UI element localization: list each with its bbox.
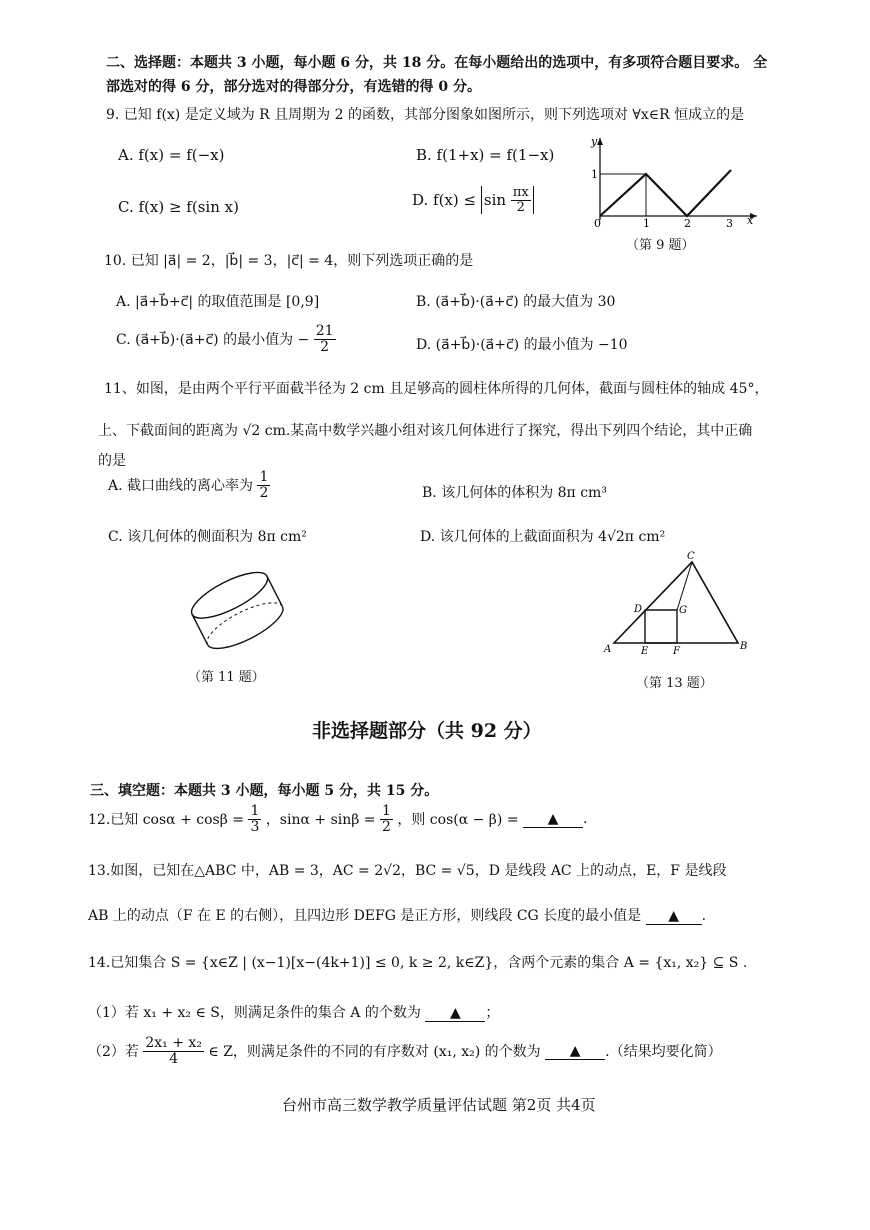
graph-one-y: 1 (591, 168, 598, 181)
q12-answer-blank[interactable]: ▲ (523, 811, 583, 828)
graph-tick-3: 3 (726, 217, 733, 230)
q9-option-a: A. f(x) = f(−x) (118, 146, 225, 164)
q14-part1: （1）若 x₁ + x₂ ∈ S，则满足条件的集合 A 的个数为 ▲ ； (88, 1005, 500, 1021)
section3-heading: 三、填空题：本题共 3 小题，每小题 5 分，共 15 分。 (90, 783, 439, 799)
svg-text:G: G (679, 605, 687, 616)
q14-part2: （2）若 $\frac{\text{2x₁ + x₂}}{4}$ ∈ Z，则满足条件的不同的有序数对 (x₁, x₂) 的个数为 ▲ .（结果均要化简） (88, 1035, 722, 1067)
q11-figure-caption: （第 11 题） (188, 670, 265, 685)
graph-tick-1: 1 (643, 217, 650, 230)
svg-text:E: E (641, 646, 649, 657)
svg-text:F: F (673, 646, 680, 657)
svg-text:B: B (740, 641, 748, 652)
q11-stem-line2: 上、下截面间的距离为 √2 cm.某高中数学兴趣小组对该几何体进行了探究，得出下列四个结论，其中正确 (98, 423, 753, 439)
q10-stem: 10. 已知 |a⃗| = 2，|b⃗| = 3，|c⃗| = 4，则下列选项正确的是 (104, 253, 474, 269)
q10-option-d: D. (a⃗+b⃗)·(a⃗+c⃗) 的最小值为 −10 (416, 337, 628, 353)
page-footer: 台州市高三数学教学质量评估试题 第2页 共4页 (282, 1096, 596, 1114)
q11-option-c: C. 该几何体的侧面积为 8π cm² (108, 529, 307, 545)
q10-option-b: B. (a⃗+b⃗)·(a⃗+c⃗) 的最大值为 30 (416, 294, 616, 310)
graph-origin: 0 (594, 217, 601, 230)
q12: 12.已知 cosα + cosβ = $\frac{1}{3}$ ，sinα + sinβ = $\frac{1}{2}$ ，则 cos(α − β) = ▲ . (88, 803, 588, 835)
graph-tick-2: 2 (684, 217, 691, 230)
svg-text:A: A (604, 644, 612, 655)
svg-text:D: D (634, 604, 643, 615)
q13-triangle-figure (600, 548, 760, 660)
q11-option-d: D. 该几何体的上截面面积为 4√2π cm² (420, 529, 666, 545)
q11-stem-line1: 11、如图，是由两个平行平面截半径为 2 cm 且足够高的圆柱体所得的几何体，截面与圆柱体的轴成 45°， (104, 381, 769, 397)
q13-figure-caption: （第 13 题） (636, 676, 713, 691)
q9-function-graph (575, 128, 765, 230)
q9-stem: 9. 已知 f(x) 是定义域为 R 且周期为 2 的函数，其部分图象如图所示，则下列选项对 ∀x∈R 恒成立的是 (106, 107, 745, 123)
q13-line1: 13.如图，已知在△ABC 中，AB = 3，AC = 2√2，BC = √5，D 是线段 AC 上的动点，E，F 是线段 (88, 863, 727, 879)
q11-stem-line3: 的是 (98, 453, 126, 469)
part2-title: 非选择题部分（共 92 分） (312, 720, 542, 742)
section2-heading-line1: 二、选择题：本题共 3 小题，每小题 6 分，共 18 分。在每小题给出的选项中，有多项符合题目要求。 全 (106, 55, 768, 71)
q9-option-c: C. f(x) ≥ f(sin x) (118, 198, 239, 216)
q14-stem: 14.已知集合 S = {x∈Z | (x−1)[x−(4k+1)] ≤ 0, k ≥ 2, k∈Z}，含两个元素的集合 A = {x₁, x₂} ⊆ S . (88, 955, 748, 971)
q10-option-c: C. (a⃗+b⃗)·(a⃗+c⃗) 的最小值为 − $\frac{21}{2}$ (116, 323, 334, 355)
q13-answer-blank[interactable]: ▲ (646, 908, 702, 925)
q14-part2-answer-blank[interactable]: ▲ (545, 1043, 605, 1060)
q9-figure-caption: （第 9 题） (626, 238, 695, 253)
q11-option-a: A. 截口曲线的离心率为 $\frac{1}{2}$ (108, 469, 269, 501)
svg-text:C: C (687, 551, 695, 562)
q11-option-b: B. 该几何体的体积为 8π cm³ (422, 485, 607, 501)
q9-option-d: D. f(x) ≤ sin $\frac{\pi x}{2}$ (412, 186, 534, 214)
q14-part1-answer-blank[interactable]: ▲ (425, 1005, 485, 1022)
graph-x-label: x (747, 214, 754, 227)
q13-line2: AB 上的动点（F 在 E 的右侧），且四边形 DEFG 是正方形，则线段 CG 长度的最小值是 ▲ . (88, 908, 707, 924)
q10-option-a: A. |a⃗+b⃗+c⃗| 的取值范围是 [0,9] (116, 294, 320, 310)
section2-heading-line2: 部选对的得 6 分，部分选对的得部分分，有选错的得 0 分。 (106, 79, 481, 95)
graph-y-label: y (591, 135, 598, 148)
q9-option-b: B. f(1+x) = f(1−x) (416, 146, 555, 164)
q11-cylinder-figure (185, 556, 285, 660)
